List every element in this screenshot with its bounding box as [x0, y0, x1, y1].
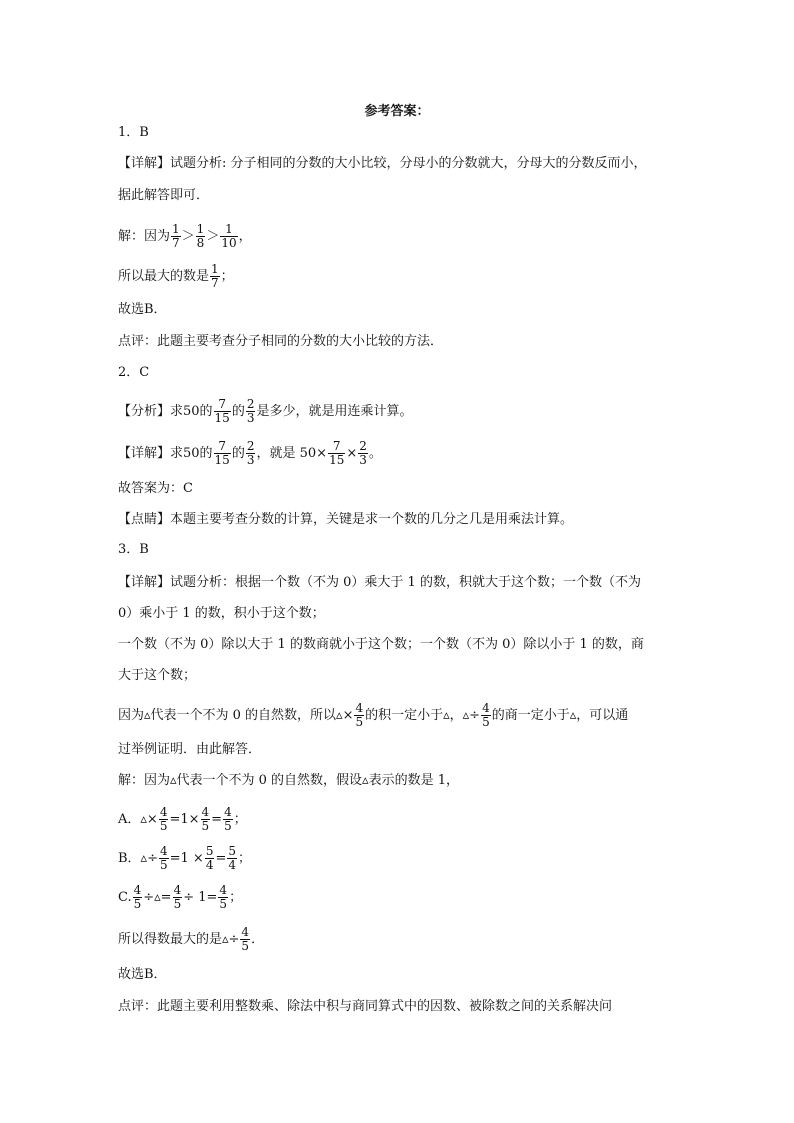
- greater-than-sign: ＞: [181, 229, 195, 244]
- fraction: $\frac{4}{5}$: [201, 805, 210, 833]
- fraction: $\frac{4}{5}$: [133, 883, 142, 911]
- fraction: $\frac{1}{10}$: [221, 222, 237, 250]
- fraction: $\frac{1}{7}$: [172, 222, 180, 250]
- fraction: $\frac{4}{5}$: [482, 701, 490, 729]
- q3-reason: 因为▵代表一个不为 0 的自然数，所以▵× $\frac{4}{5}$ 的积一定小于▵，▵÷ $\frac{4}{5}$ 的商一定小于▵，可以通: [118, 701, 629, 729]
- q3-detail-line3: 一个数（不为 0）除以大于 1 的数商就小于这个数；一个数（不为 0）除以小于 1 的数，商: [118, 637, 644, 652]
- fraction: $\frac{2}{3}$: [246, 397, 255, 425]
- q2-number: 2．C: [118, 365, 150, 380]
- q1-detail-line2: 据此解答即可．: [118, 188, 210, 203]
- q2-analysis: 【分析】求50的 $\frac{7}{15}$ 的 $\frac{2}{3}$ 是多少，就是用连乘计算。: [118, 397, 413, 425]
- q1-detail-line1: 【详解】试题分析: 分子相同的分数的大小比较，分母小的分数就大，分母大的分数反而小，: [118, 156, 647, 171]
- fraction: $\frac{2}{3}$: [246, 439, 255, 467]
- q3-solution-intro: 解：因为▵代表一个不为 0 的自然数，假设▵表示的数是 1，: [118, 773, 459, 788]
- fraction: $\frac{4}{5}$: [241, 925, 250, 953]
- fraction: $\frac{5}{4}$: [228, 844, 237, 872]
- fraction: $\frac{4}{5}$: [159, 844, 168, 872]
- q1-choose: 故选B．: [118, 302, 167, 317]
- q1-max: 所以最大的数是 $\frac{1}{7}$ ；: [118, 262, 234, 290]
- greater-than-sign: ＞: [206, 229, 220, 244]
- q3-reason-line2: 过举例证明．由此解答．: [118, 742, 262, 757]
- fraction: $\frac{4}{5}$: [173, 883, 182, 911]
- q3-option-b: B．▵÷ $\frac{4}{5}$ =1 × $\frac{5}{4}$ = $\frac{5}{4}$ ；: [118, 844, 252, 872]
- q1-solution-prefix: 解：因为: [118, 229, 171, 244]
- fraction: $\frac{7}{15}$: [329, 439, 345, 467]
- q3-choose: 故选B．: [118, 967, 167, 982]
- fraction: $\frac{4}{5}$: [355, 701, 364, 729]
- fraction: $\frac{4}{5}$: [224, 805, 232, 833]
- q3-option-a: A．▵× $\frac{4}{5}$ =1× $\frac{4}{5}$ = $\frac{4}{5}$ ；: [118, 805, 247, 833]
- fraction: $\frac{7}{15}$: [214, 439, 230, 467]
- q3-number: 3．B: [118, 542, 149, 557]
- q3-detail-line4: 大于这个数；: [118, 668, 197, 683]
- q2-answer: 故答案为：C: [118, 481, 193, 496]
- q2-detail: 【详解】求50的 $\frac{7}{15}$ 的 $\frac{2}{3}$ ，就是 50× $\frac{7}{15}$ × $\frac{2}{3}$ 。: [118, 439, 382, 467]
- q3-detail-line1: 【详解】试题分析：根据一个数（不为 0）乘大于 1 的数，积就大于这个数；一个数（不为: [118, 575, 641, 590]
- q1-number: 1．B: [118, 125, 149, 140]
- q3-comment: 点评：此题主要利用整数乘、除法中积与商同算式中的因数、被除数之间的关系解决问: [118, 999, 613, 1014]
- q1-solution: 解：因为 $\frac{1}{7}$ ＞ $\frac{1}{8}$ ＞ $\frac{1}{10}$ ，: [118, 222, 252, 250]
- page-title: 参考答案：: [364, 104, 430, 119]
- q3-option-c: C. $\frac{4}{5}$ ÷▵= $\frac{4}{5}$ ÷ 1= $\frac{4}{5}$ ；: [118, 883, 243, 911]
- fraction: $\frac{1}{8}$: [196, 222, 205, 250]
- q1-comment: 点评：此题主要考查分子相同的分数的大小比较的方法．: [118, 334, 444, 349]
- fraction: $\frac{4}{5}$: [159, 805, 168, 833]
- fraction: $\frac{7}{15}$: [214, 397, 230, 425]
- q2-note: 【点睛】本题主要考查分数的计算，关键是求一个数的几分之几是用乘法计算。: [118, 512, 574, 527]
- q3-detail-line2: 0）乘小于 1 的数，积小于这个数；: [118, 606, 325, 621]
- q3-max: 所以得数最大的是▵÷ $\frac{4}{5}$ ．: [118, 925, 265, 953]
- fraction: $\frac{5}{4}$: [205, 844, 214, 872]
- fraction: $\frac{4}{5}$: [219, 883, 228, 911]
- fraction: $\frac{2}{3}$: [359, 439, 367, 467]
- fraction: $\frac{1}{7}$: [211, 262, 219, 290]
